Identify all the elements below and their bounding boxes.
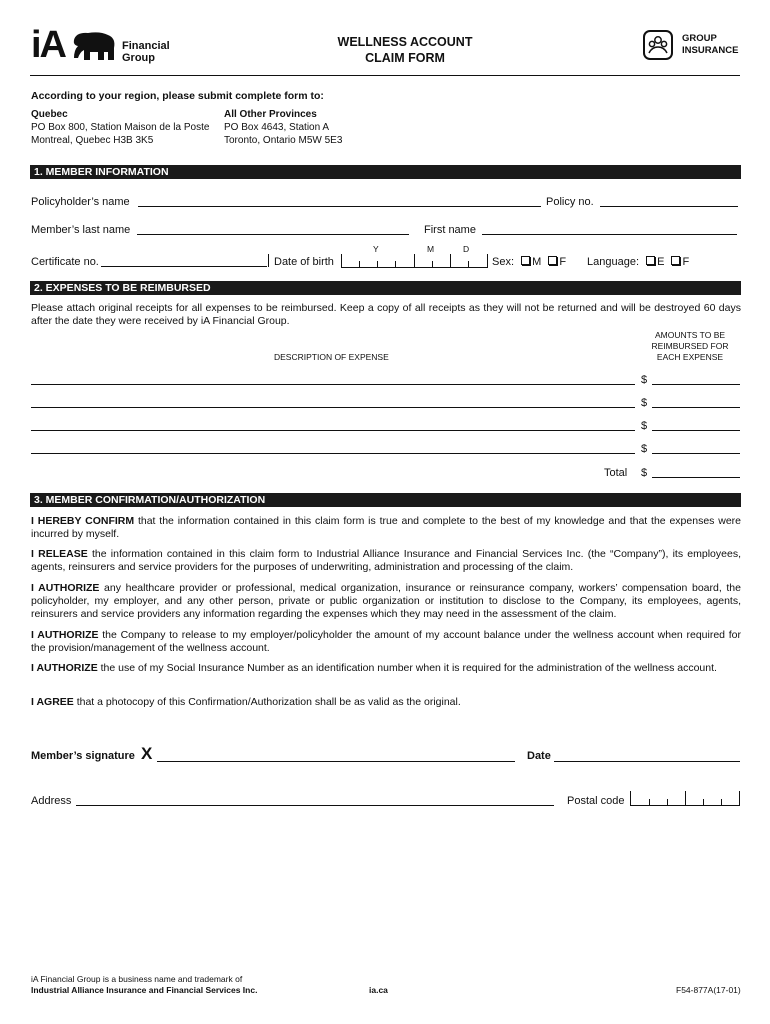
elephant-logo-icon bbox=[70, 30, 118, 62]
dob-field[interactable] bbox=[341, 254, 488, 268]
group-insurance-icon bbox=[643, 30, 673, 60]
policyholder-label: Policyholder’s name bbox=[31, 196, 130, 208]
dollar-sign: $ bbox=[641, 443, 648, 455]
quebec-address bbox=[31, 108, 209, 147]
agree-paragraph bbox=[31, 696, 741, 709]
title-line1: WELLNESS ACCOUNT bbox=[337, 35, 473, 49]
dob-d-label: D bbox=[463, 244, 470, 254]
authorize-text-2: the Company to release to my employer/policyholder the amount of my account balance under the wellness account when required for the provision/management of the wellness account. bbox=[31, 629, 741, 654]
footer-legal bbox=[31, 974, 257, 996]
signature-label: Member’s signature bbox=[31, 750, 135, 762]
expense-amount-1[interactable] bbox=[652, 384, 740, 385]
dollar-sign: $ bbox=[641, 397, 648, 409]
group-line1: GROUP bbox=[682, 33, 717, 44]
logo-ia: iA bbox=[31, 24, 65, 66]
amount-header-3: EACH EXPENSE bbox=[656, 352, 724, 362]
authorize-paragraph-2 bbox=[31, 629, 741, 655]
expense-amount-2[interactable] bbox=[652, 407, 740, 408]
expense-desc-3[interactable] bbox=[31, 430, 635, 431]
quebec-line1: PO Box 800, Station Maison de la Poste bbox=[31, 122, 210, 133]
authorize-text-3: the use of my Social Insurance Number as an identification number when it is required for the administration of the wellness account. bbox=[97, 662, 717, 674]
postal-code-label: Postal code bbox=[567, 795, 625, 807]
sex-label: Sex: bbox=[492, 256, 515, 268]
authorize-keyword: I AUTHORIZE bbox=[31, 629, 99, 641]
amount-header bbox=[640, 330, 740, 363]
other-line2: Toronto, Ontario M5W 5E3 bbox=[224, 135, 343, 146]
footer-line2: Industrial Alliance Insurance and Financial Services Inc. bbox=[31, 985, 258, 995]
form-title bbox=[300, 34, 510, 66]
sex-f-checkbox[interactable] bbox=[548, 256, 557, 265]
sex-m-label: M bbox=[532, 256, 542, 268]
other-address bbox=[224, 108, 342, 147]
section2-header: 2. EXPENSES TO BE REIMBURSED bbox=[30, 281, 741, 295]
section1-header: 1. MEMBER INFORMATION bbox=[30, 165, 741, 179]
quebec-line2: Montreal, Quebec H3B 3K5 bbox=[31, 135, 154, 146]
release-paragraph bbox=[31, 548, 741, 574]
expenses-instructions: Please attach original receipts for all expenses to be reimbursed. Keep a copy of all receipts as they will not be returned and will be destroyed 60 days after the date they were received by iA Financial Group. bbox=[31, 302, 741, 327]
total-amount-field[interactable] bbox=[652, 477, 740, 478]
language-field bbox=[587, 256, 689, 269]
confirm-keyword: I HEREBY CONFIRM bbox=[31, 515, 135, 527]
other-line1: PO Box 4643, Station A bbox=[224, 122, 330, 133]
dob-y-label: Y bbox=[373, 244, 379, 254]
expense-amount-3[interactable] bbox=[652, 430, 740, 431]
expense-desc-1[interactable] bbox=[31, 384, 635, 385]
expense-desc-2[interactable] bbox=[31, 407, 635, 408]
footer-site: ia.ca bbox=[369, 985, 388, 995]
signature-x: X bbox=[141, 744, 153, 763]
certificate-divider bbox=[268, 254, 269, 267]
expense-desc-4[interactable] bbox=[31, 453, 635, 454]
authorize-paragraph-3 bbox=[31, 662, 741, 675]
section3-header: 3. MEMBER CONFIRMATION/AUTHORIZATION bbox=[30, 493, 741, 507]
lang-f-label: F bbox=[682, 256, 690, 268]
lang-f-checkbox[interactable] bbox=[671, 256, 680, 265]
sex-m-checkbox[interactable] bbox=[521, 256, 530, 265]
footer-line1: iA Financial Group is a business name and trademark of bbox=[31, 974, 243, 984]
logo-line1: Financial bbox=[122, 40, 170, 52]
first-name-label: First name bbox=[424, 224, 476, 236]
amount-header-1: AMOUNTS TO BE bbox=[654, 330, 726, 340]
group-line2: INSURANCE bbox=[682, 45, 739, 56]
description-header: DESCRIPTION OF EXPENSE bbox=[274, 352, 389, 362]
address-label: Address bbox=[31, 795, 72, 807]
logo-line2: Group bbox=[122, 52, 155, 64]
other-name: All Other Provinces bbox=[224, 109, 317, 120]
certificate-field[interactable] bbox=[101, 266, 267, 267]
total-label: Total bbox=[604, 467, 628, 479]
confirm-text: that the information contained in this claim form is true and complete to the best of my knowledge and that the expenses were incurred by myself. bbox=[31, 515, 741, 540]
dollar-sign: $ bbox=[641, 420, 648, 432]
dollar-sign: $ bbox=[641, 374, 648, 386]
amount-header-2: REIMBURSED FOR bbox=[651, 341, 729, 351]
release-keyword: I RELEASE bbox=[31, 548, 88, 560]
dollar-sign: $ bbox=[641, 467, 648, 479]
confirm-paragraph bbox=[31, 515, 741, 541]
authorize-text-1: any healthcare provider or professional, medical organization, insurance or reinsurance company, workers’ compensation board, the policyholder, my employer, and any other person, private or public organization or institution to disclose to the Company, its employees, agents, reinsurers and service providers any information regarding the expenses which they may need in the assessment of the claim. bbox=[31, 582, 741, 620]
logo-text bbox=[122, 40, 170, 64]
lang-e-checkbox[interactable] bbox=[646, 256, 655, 265]
header-rule bbox=[30, 75, 740, 76]
date-label: Date bbox=[527, 750, 551, 762]
release-text: the information contained in this claim form to Industrial Alliance Insurance and Financial Services Inc. (the “Company”), its employees, agents, reinsurers and service providers for the purposes of underwriting, administration and processing of the claim. bbox=[31, 548, 741, 573]
policy-no-label: Policy no. bbox=[546, 196, 594, 208]
lang-e-label: E bbox=[657, 256, 665, 268]
policyholder-field[interactable] bbox=[138, 206, 541, 207]
quebec-name: Quebec bbox=[31, 109, 68, 120]
expense-amount-4[interactable] bbox=[652, 453, 740, 454]
sex-field bbox=[492, 256, 566, 269]
dob-m-label: M bbox=[427, 244, 435, 254]
region-heading: According to your region, please submit complete form to: bbox=[31, 90, 324, 102]
first-name-field[interactable] bbox=[482, 234, 737, 235]
language-label: Language: bbox=[587, 256, 639, 268]
certificate-label: Certificate no. bbox=[31, 256, 99, 268]
date-field[interactable] bbox=[554, 761, 740, 762]
authorize-keyword: I AUTHORIZE bbox=[31, 582, 100, 594]
authorize-paragraph-1 bbox=[31, 582, 741, 621]
dob-label: Date of birth bbox=[274, 256, 334, 268]
agree-keyword: I AGREE bbox=[31, 696, 74, 708]
title-line2: CLAIM FORM bbox=[365, 51, 445, 65]
authorize-keyword: I AUTHORIZE bbox=[31, 662, 98, 674]
signature-field[interactable] bbox=[157, 761, 515, 762]
last-name-field[interactable] bbox=[137, 234, 409, 235]
last-name-label: Member’s last name bbox=[31, 224, 131, 236]
policy-no-field[interactable] bbox=[600, 206, 738, 207]
sex-f-label: F bbox=[559, 256, 567, 268]
group-insurance-label bbox=[682, 33, 738, 57]
postal-code-field[interactable] bbox=[630, 791, 740, 806]
address-field[interactable] bbox=[76, 805, 554, 806]
form-code: F54-877A(17-01) bbox=[676, 985, 741, 995]
agree-text: that a photocopy of this Confirmation/Authorization shall be as valid as the original. bbox=[73, 696, 461, 708]
